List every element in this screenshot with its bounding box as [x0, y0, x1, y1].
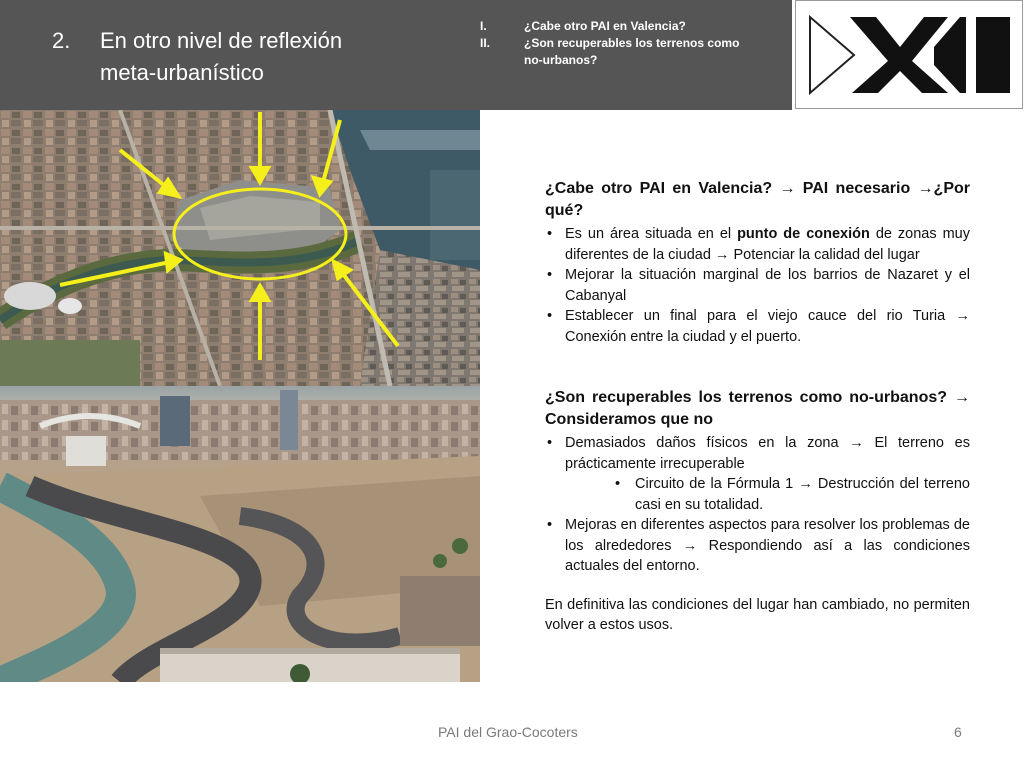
section2-heading: ¿Son recuperables los terrenos como no-urbanos? → Consideramos que no [545, 389, 970, 428]
item-text: Demasiados daños físicos en la zona → El terreno es prácticamente irrecuperable [565, 435, 970, 472]
item-text: de zonas muy diferentes de la ciudad → Potenciar la calidad del lugar [565, 226, 970, 263]
aerial-photo [0, 110, 480, 386]
header-bar [0, 0, 792, 110]
site-photo [0, 386, 480, 682]
toc-text: ¿Cabe otro PAI en Valencia? [524, 19, 686, 33]
section1-heading: ¿Cabe otro PAI en Valencia? → PAI necesario →¿Por qué? [545, 180, 970, 219]
list-item: • Mejorar la situación marginal de los barrios de Nazaret y el Cabanyal [545, 265, 970, 306]
footer-label: PAI del Grao-Cocoters [438, 724, 578, 740]
page-title-line2: meta-urbanístico [100, 60, 264, 85]
list-item [545, 224, 970, 265]
list-item: • Mejoras en diferentes aspectos para resolver los problemas de los alrededores → Respondiendo así a las condiciones actuales del entorno. [545, 515, 970, 577]
toc-number: I. [480, 19, 487, 33]
dxi-logo-icon [796, 1, 1022, 108]
sub-list [565, 474, 970, 515]
content-column [545, 178, 970, 636]
toc-text: ¿Son recuperables los terrenos como no-urbanos? [524, 36, 740, 67]
page-title-line1: En otro nivel de reflexión [100, 28, 343, 53]
section1-list [545, 224, 970, 347]
logo [795, 0, 1023, 109]
toc-number: II. [480, 36, 491, 50]
page-number: 6 [954, 724, 962, 740]
section2-list [545, 433, 970, 577]
list-item: • Establecer un final para el viejo cauce del rio Turia → Conexión entre la ciudad y el puerto. [545, 306, 970, 347]
section-number: 2. [52, 28, 71, 53]
item-bold: punto de conexión [737, 226, 870, 242]
item-text: Es un área situada en el [565, 226, 738, 242]
sub-list-item: • Circuito de la Fórmula 1 → Destrucción del terreno casi en su totalidad. [565, 474, 970, 515]
closing-paragraph: En definitiva las condiciones del lugar han cambiado, no permiten volver a estos usos. [545, 596, 970, 633]
list-item [545, 433, 970, 515]
